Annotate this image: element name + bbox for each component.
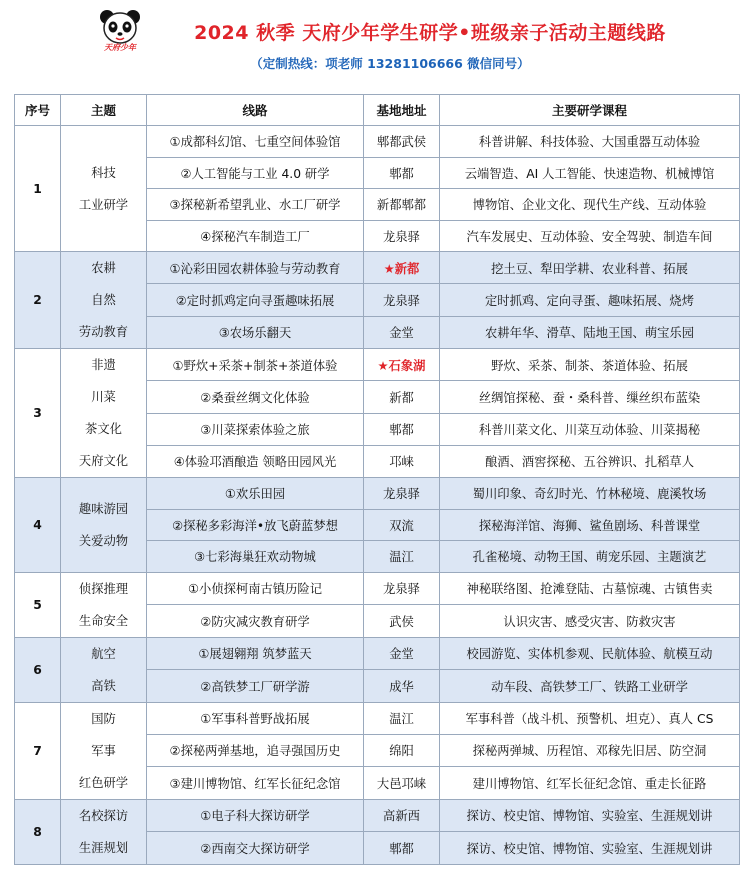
base-cell: 金堂 (364, 316, 440, 348)
page-title: 2024 秋季 天府少年学生研学•班级亲子活动主题线路 (194, 22, 666, 44)
course-cell: 建川博物馆、红军长征纪念馆、重走长征路 (440, 767, 740, 799)
page-header (0, 0, 752, 95)
route-cell: ②探秘两弹基地，追寻强国历史 (147, 734, 364, 766)
hotline-contact: （定制热线：项老师 13281106666 微信同号） (250, 56, 530, 71)
base-cell: 绵阳 (364, 734, 440, 766)
route-cell: ①军事科普野战拓展 (147, 702, 364, 734)
table-row (15, 126, 740, 158)
base-cell: 双流 (364, 509, 440, 541)
table-row (15, 637, 740, 670)
table-row (15, 799, 740, 832)
route-cell: ①展翅翱翔 筑梦蓝天 (147, 637, 364, 670)
course-cell: 科普讲解、科技体验、大国重器互动体验 (440, 126, 740, 158)
base-cell: ★新都 (364, 252, 440, 284)
theme-line: 自然 (91, 293, 116, 307)
route-cell: ②探秘多彩海洋•放飞蔚蓝梦想 (147, 509, 364, 541)
column-header-base: 基地地址 (364, 95, 440, 126)
base-cell: 新都郫都 (364, 189, 440, 221)
course-cell: 探秘海洋馆、海狮、鲨鱼剧场、科普课堂 (440, 509, 740, 541)
column-header-courses: 主要研学课程 (440, 95, 740, 126)
theme-cell (61, 799, 147, 864)
base-cell: 新都 (364, 381, 440, 413)
row-number: 1 (15, 126, 61, 252)
theme-line: 军事 (91, 743, 116, 758)
row-number: 7 (15, 702, 61, 799)
course-cell: 定时抓鸡、定向寻蛋、趣味拓展、烧烤 (440, 284, 740, 316)
theme-cell (61, 572, 147, 637)
course-cell: 野炊、采茶、制茶、茶道体验、拓展 (440, 349, 740, 381)
theme-line: 天府文化 (78, 454, 129, 468)
route-cell: ③探秘新希望乳业、水工厂研学 (147, 189, 364, 221)
theme-line: 工业研学 (78, 197, 129, 212)
base-cell: 郫都武侯 (364, 126, 440, 158)
theme-line: 农耕 (91, 261, 116, 275)
course-cell: 动车段、高铁梦工厂、铁路工业研学 (440, 670, 740, 703)
base-cell: 高新西 (364, 799, 440, 832)
route-cell: ②高铁梦工厂研学游 (147, 670, 364, 703)
theme-cell (61, 478, 147, 573)
theme-line: 科技 (91, 165, 116, 180)
base-cell: 温江 (364, 702, 440, 734)
row-number: 4 (15, 478, 61, 573)
theme-line: 生命安全 (78, 613, 129, 628)
base-cell: 成华 (364, 670, 440, 703)
table-row (15, 349, 740, 381)
logo-text: 天府少年 (104, 43, 136, 52)
table-row (15, 478, 740, 510)
theme-line: 非遗 (91, 358, 116, 372)
table-header (15, 95, 740, 126)
column-header-theme: 主题 (61, 95, 147, 126)
table-row (15, 572, 740, 605)
course-cell: 校园游览、实体机参观、民航体验、航模互动 (440, 637, 740, 670)
theme-line: 关爱动物 (78, 533, 129, 548)
course-cell: 认识灾害、感受灾害、防救灾害 (440, 605, 740, 638)
route-cell: ②定时抓鸡定向寻蛋趣味拓展 (147, 284, 364, 316)
base-cell: 龙泉驿 (364, 284, 440, 316)
route-cell: ②西南交大探访研学 (147, 832, 364, 865)
theme-line: 名校探访 (78, 808, 129, 823)
course-cell: 探访、校史馆、博物馆、实验室、生涯规划讲 (440, 799, 740, 832)
route-cell: ②防灾减灾教育研学 (147, 605, 364, 638)
row-number: 6 (15, 637, 61, 702)
theme-line: 红色研学 (78, 775, 129, 790)
course-cell: 汽车发展史、互动体验、安全驾驶、制造车间 (440, 220, 740, 252)
table-row (15, 702, 740, 734)
theme-line: 生涯规划 (78, 840, 129, 855)
table-body (15, 126, 740, 865)
course-cell: 云端智造、AI 人工智能、快速造物、机械博馆 (440, 157, 740, 189)
theme-line: 川菜 (91, 390, 116, 404)
base-cell: 大邑邛崃 (364, 767, 440, 799)
route-cell: ①电子科大探访研学 (147, 799, 364, 832)
theme-cell (61, 126, 147, 252)
base-cell: 武侯 (364, 605, 440, 638)
route-cell: ①欢乐田园 (147, 478, 364, 510)
theme-line: 趣味游园 (78, 501, 129, 516)
theme-cell (61, 637, 147, 702)
route-cell: ②桑蚕丝绸文化体验 (147, 381, 364, 413)
course-cell: 探访、校史馆、博物馆、实验室、生涯规划讲 (440, 832, 740, 865)
route-cell: ③川菜探索体验之旅 (147, 413, 364, 445)
base-cell: 邛崃 (364, 445, 440, 477)
routes-table (14, 94, 740, 865)
theme-line: 劳动教育 (78, 325, 129, 339)
base-cell: 金堂 (364, 637, 440, 670)
theme-cell (61, 252, 147, 349)
course-cell: 农耕年华、滑草、陆地王国、萌宝乐园 (440, 316, 740, 348)
base-cell: 郫都 (364, 157, 440, 189)
base-cell: 龙泉驿 (364, 572, 440, 605)
row-number: 5 (15, 572, 61, 637)
route-cell: ③七彩海巢狂欢动物城 (147, 541, 364, 573)
theme-line: 航空 (91, 646, 116, 661)
course-cell: 孔雀秘境、动物王国、萌宠乐园、主题演艺 (440, 541, 740, 573)
route-cell: ③建川博物馆、红军长征纪念馆 (147, 767, 364, 799)
course-cell: 挖土豆、犁田学耕、农业科普、拓展 (440, 252, 740, 284)
route-cell: ④体验邛酒酿造 领略田园风光 (147, 445, 364, 477)
route-cell: ①小侦探柯南古镇历险记 (147, 572, 364, 605)
row-number: 3 (15, 349, 61, 478)
course-cell: 军事科普（战斗机、预警机、坦克）、真人 CS (440, 702, 740, 734)
theme-line: 国防 (91, 711, 116, 726)
course-cell: 酿酒、酒窖探秘、五谷辨识、扎稻草人 (440, 445, 740, 477)
base-cell: 龙泉驿 (364, 478, 440, 510)
route-cell: ④探秘汽车制造工厂 (147, 220, 364, 252)
row-number: 8 (15, 799, 61, 864)
column-header-route: 线路 (147, 95, 364, 126)
route-cell: ②人工智能与工业 4.0 研学 (147, 157, 364, 189)
course-cell: 博物馆、企业文化、现代生产线、互动体验 (440, 189, 740, 221)
table-row (15, 252, 740, 284)
column-header-no: 序号 (15, 95, 61, 126)
base-cell: 龙泉驿 (364, 220, 440, 252)
theme-line: 高铁 (91, 678, 116, 693)
course-cell: 探秘两弹城、历程馆、邓稼先旧居、防空洞 (440, 734, 740, 766)
base-cell: ★石象湖 (364, 349, 440, 381)
course-cell: 神秘联络图、抢滩登陆、古墓惊魂、古镇售卖 (440, 572, 740, 605)
course-cell: 丝绸馆探秘、蚕・桑科普、缫丝织布蓝染 (440, 381, 740, 413)
route-cell: ①沁彩田园农耕体验与劳动教育 (147, 252, 364, 284)
base-cell: 温江 (364, 541, 440, 573)
route-cell: ③农场乐翻天 (147, 316, 364, 348)
row-number: 2 (15, 252, 61, 349)
base-cell: 郫都 (364, 832, 440, 865)
header-row (15, 95, 740, 126)
theme-cell (61, 702, 147, 799)
base-cell: 郫都 (364, 413, 440, 445)
route-cell: ①野炊+采茶+制茶+茶道体验 (147, 349, 364, 381)
course-cell: 科普川菜文化、川菜互动体验、川菜揭秘 (440, 413, 740, 445)
route-cell: ①成都科幻馆、七重空间体验馆 (147, 126, 364, 158)
theme-line: 侦探推理 (78, 581, 129, 596)
theme-cell (61, 349, 147, 478)
theme-line: 茶文化 (85, 422, 122, 436)
course-cell: 蜀川印象、奇幻时光、竹林秘境、鹿溪牧场 (440, 478, 740, 510)
